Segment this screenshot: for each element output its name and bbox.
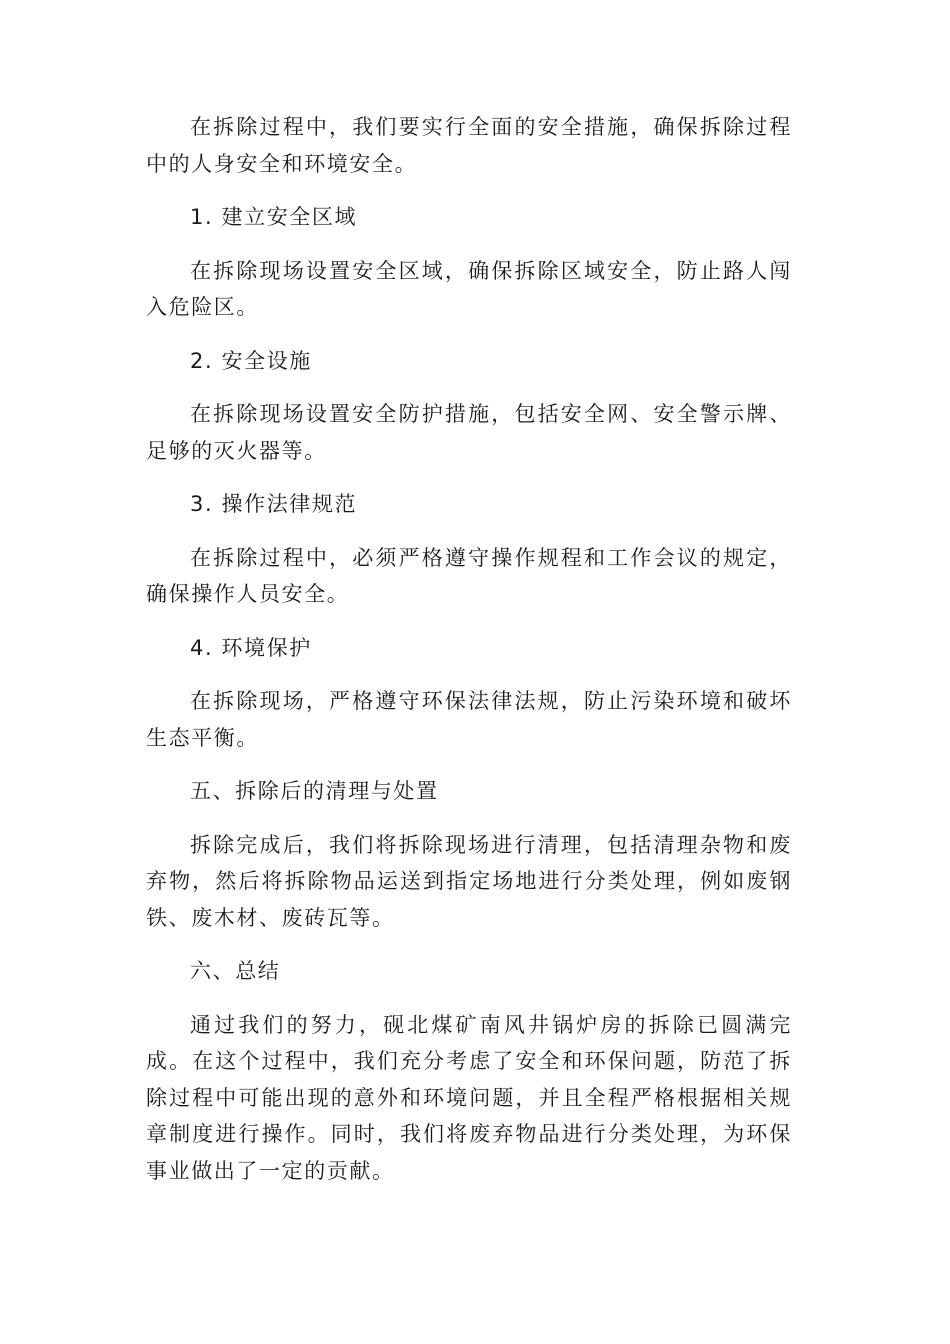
heading-environment-protection: 4. 环境保护: [190, 635, 312, 660]
paragraph-safety-facilities: 在拆除现场设置安全防护措施，包括安全网、安全警示牌、足够的灭火器等。: [146, 402, 792, 463]
heading-operation-rules: 3. 操作法律规范: [190, 492, 358, 516]
heading-cleanup: 五、拆除后的清理与处置: [190, 779, 439, 803]
paragraph-safety-zone: 在拆除现场设置安全区域，确保拆除区域安全，防止路人闯入危险区。: [146, 258, 792, 319]
paragraph-cleanup: 拆除完成后，我们将拆除现场进行清理，包括清理杂物和废弃物，然后将拆除物品运送到指定场地进行分类处理，例如废钢铁、废木材、废砖瓦等。: [146, 832, 792, 930]
paragraph-environment-protection: 在拆除现场，严格遵守环保法律法规，防止污染环境和破坏生态平衡。: [146, 689, 792, 750]
paragraph-operation-rules: 在拆除过程中，必须严格遵守操作规程和工作会议的规定，确保操作人员安全。: [146, 545, 792, 606]
document-body: [146, 109, 792, 1206]
paragraph-summary: 通过我们的努力，砚北煤矿南风井锅炉房的拆除已圆满完成。在这个过程中，我们充分考虑了安全和环保问题，防范了拆除过程中可能出现的意外和环境问题，并且全程严格根据相关规章制度进行操作。同时，我们将废弃物品进行分类处理，为环保事业做出了一定的贡献。: [146, 1012, 792, 1183]
heading-summary: 六、总结: [190, 959, 281, 983]
heading-safety-zone: 1. 建立安全区域: [190, 205, 358, 229]
paragraph-safety-intro: 在拆除过程中，我们要实行全面的安全措施，确保拆除过程中的人身安全和环境安全。: [146, 115, 792, 176]
heading-safety-facilities: 2. 安全设施: [190, 348, 312, 373]
